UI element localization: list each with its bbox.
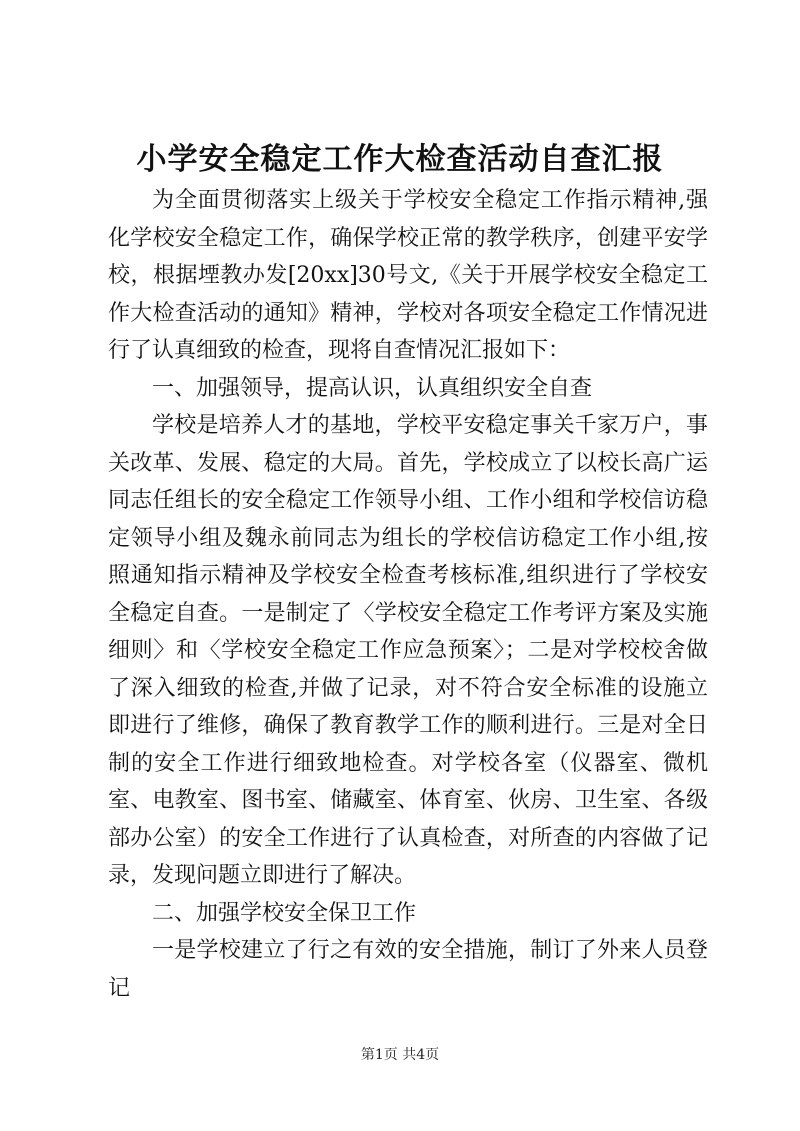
page-number: 第1页 共4页 (360, 1047, 440, 1063)
section-heading-2: 二、加强学校安全保卫工作 (152, 900, 417, 926)
section-1-paragraph: 学校是培养人才的基地，学校平安稳定事关千家万户，事关改革、发展、稳定的大局。首先，学校成立了以校长高广运同志任组长的安全稳定工作领导小组、工作小组和学校信访稳定领导小组及魏永前同志为组长的学校信访稳定工作小组,按照通知指示精神及学校安全检查考核标准,组织进行了学校安全稳定自查。一是制定了〈学校安全稳定工作考评方案及实施细则〉和〈学校安全稳定工作应急预案〉；二是对学校校舍做了深入细致的检查,并做了记录，对不符合安全标准的设施立即进行了维修，确保了教育教学工作的顺利进行。三是对全日制的安全工作进行细致地检查。对学校各室（仪器室、微机室、电教室、图书室、储藏室、体育室、伙房、卫生室、各级部办公室）的安全工作进行了认真检查，对所查的内容做了记录，发现问题立即进行了解决。 (108, 413, 708, 888)
section-2-paragraph: 一是学校建立了行之有效的安全措施，制订了外来人员登记 (108, 938, 708, 1001)
section-heading-1: 一、加强领导，提高认识，认真组织安全自查 (152, 375, 593, 401)
document-title: 小学安全稳定工作大检查活动自查汇报 (136, 142, 664, 177)
document-body (108, 182, 708, 1007)
intro-paragraph: 为全面贯彻落实上级关于学校安全稳定工作指示精神,强化学校安全稳定工作，确保学校正常的教学秩序，创建平安学校，根据堙教办发[20xx]30号文,《关于开展学校安全稳定工作大检查活动的通知》精神，学校对各项安全稳定工作情况进行了认真细致的检查，现将自查情况汇报如下： (108, 188, 708, 363)
